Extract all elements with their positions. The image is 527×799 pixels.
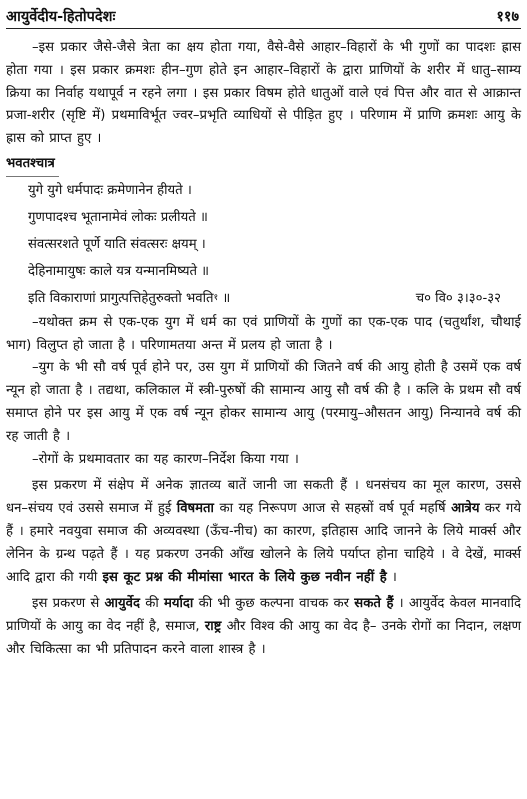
paragraph-5-emphasis-3: इस कूट प्रश्न की मीमांसा भारत के लिये कुछ नवीन नहीं है bbox=[102, 569, 387, 585]
paragraph-6-emphasis-4: राष्ट्र bbox=[204, 619, 222, 635]
paragraph-2-text: –यथोक्त क्रम से एक-एक युग में धर्म का एवं प्राणियों के गुणों का एक-एक पाद (चतुर्थांश, चौथाई भाग) विलुप्त हो जाता है । परिणामतया अन्त में प्रलय हो जाता है । bbox=[6, 314, 521, 353]
section-heading: भवतश्चात्र bbox=[6, 153, 59, 177]
paragraph-6-part-3: की भी कुछ कल्पना वाचक कर bbox=[193, 596, 355, 612]
verse-line-3: संवत्सरशते पूर्णे याति संवत्सरः क्षयम् । bbox=[28, 236, 206, 252]
verse-line-1: युगे युगे धर्मपादः क्रमेणानेन हीयते । bbox=[28, 182, 192, 198]
running-title: आयुर्वेदीय-हितोपदेशः bbox=[6, 9, 116, 25]
paragraph-4-text: –रोगों के प्रथमावतार का यह कारण–निर्देश किया गया । bbox=[32, 451, 299, 467]
paragraph-5-part-2: का यह निरूपण आज से सहस्रों वर्ष पूर्व महर्षि bbox=[213, 501, 452, 517]
paragraph-5-part-1: इस प्रकरण में संक्षेप में अनेक ज्ञातव्य बातें जानी जा सकती हैं । धनसंचय का मूल कारण, उससे धन–संचय एवं उससे समाज में हुई bbox=[6, 478, 521, 517]
verse-block bbox=[6, 177, 521, 312]
verse-line-2: गुणपादश्च भूतानामेवं लोकः प्रलीयते ॥ bbox=[28, 209, 208, 225]
paragraph-4 bbox=[6, 449, 521, 472]
page-number: ११७ bbox=[496, 9, 519, 25]
footnote-marker: १ bbox=[213, 292, 219, 303]
verse-line-5-end: ॥ bbox=[218, 290, 231, 306]
verse-reference: च० वि० ३।३०-३२ bbox=[415, 290, 501, 306]
paragraph-5-emphasis-1: विषमता bbox=[176, 501, 214, 517]
paragraph-6-part-5: और विश्व की आयु का वेद है– उनके रोगों का निदान, लक्षण और चिकित्सा का भी प्रतिपादन करने वाला शास्त्र है । bbox=[6, 619, 521, 657]
paragraph-5-part-3: कर गये हैं । हमारे नवयुवा समाज की अव्यवस्था (ऊँच-नीच) का कारण, इतिहास आदि जानने के लिये मार्क्स और लेनिन के ग्रन्थ पढ़ते हैं । यह प्रकरण उनकी आँख खोलने के लिये पर्याप्त होना चाहिये । वे देखें, मार्क्स आदि द्वारा की गयी bbox=[6, 501, 521, 585]
paragraph-6-emphasis-3: सकते हैं bbox=[354, 596, 394, 612]
verse-line-5-text: इति विकाराणां प्रागुत्पत्तिहेतुरुक्तो भवति bbox=[28, 290, 214, 306]
paragraph-5-emphasis-2: आत्रेय bbox=[451, 501, 480, 517]
page-header bbox=[6, 4, 521, 29]
paragraph-6-emphasis-2: मर्यादा bbox=[163, 596, 194, 612]
paragraph-6-part-2: की bbox=[140, 596, 164, 612]
paragraph-6 bbox=[6, 593, 521, 661]
paragraph-2 bbox=[6, 312, 521, 358]
paragraph-1-text: –इस प्रकार जैसे-जैसे त्रेता का क्षय होता गया, वैसे-वैसे आहार–विहारों के भी गुणों का पादशः ह्रास होता गया । इस प्रकार क्रमशः हीन–गुण होते इन आहार–विहारों के द्वारा प्राणियों के शरीर में धातु–साम्य क्रिया का निर्वाह यथापूर्व न रहने लगा । इस प्रकार विषम होते धातुओं वाले एवं पित्त और वात से आक्रान्त प्रजा-शरीर (सृष्टि में) प्रथमाविर्भूत ज्वर–प्रभृति व्याधियों से पीड़ित हुए । परिणाम में प्राणि क्रमशः आयु के ह्रास को प्राप्त हुए । bbox=[6, 40, 521, 147]
paragraph-3 bbox=[6, 357, 521, 448]
paragraph-6-part-1: इस प्रकरण से bbox=[32, 596, 105, 612]
paragraph-6-part-4: । आयुर्वेद केवल मानवादि प्राणियों के आयु का वेद नहीं है, समाज, bbox=[6, 596, 521, 635]
verse-line-4: देहिनामायुषः काले यत्र यन्मानमिष्यते ॥ bbox=[28, 263, 210, 279]
paragraph-3-text: –युग के भी सौ वर्ष पूर्व होने पर, उस युग में प्राणियों की जितने वर्ष की आयु होती है उसमें एक वर्ष न्यून हो जाता है । तद्यथा, कलिकाल में स्त्री-पुरुषों की सामान्य आयु सौ वर्ष की है । कलि के प्रथम सौ वर्ष समाप्त होने पर इस आयु में एक वर्ष न्यून होकर सामान्य आयु (परमायु–औसतन आयु) निन्यानवे वर्ष की रह जाती है । bbox=[6, 360, 521, 444]
paragraph-5 bbox=[6, 475, 521, 589]
paragraph-6-emphasis-1: आयुर्वेद bbox=[104, 596, 140, 612]
verse-line-5 bbox=[28, 285, 521, 312]
paragraph-1 bbox=[6, 37, 521, 151]
paragraph-5-part-4: । bbox=[386, 569, 397, 585]
